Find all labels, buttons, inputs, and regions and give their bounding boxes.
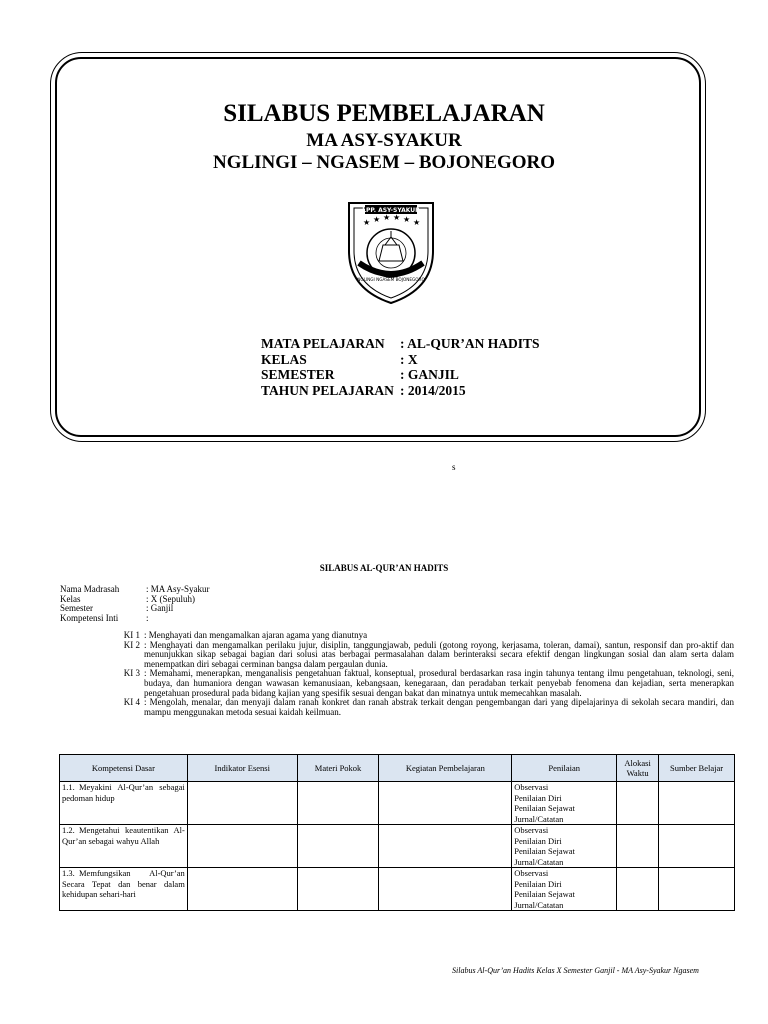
materi-cell: [297, 868, 379, 911]
meta-value: : AL-QUR’AN HADITS: [400, 336, 540, 351]
sumber-cell: [659, 782, 735, 825]
meta-value: : X: [400, 351, 418, 367]
penilaian-item: Jurnal/Catatan: [514, 856, 564, 867]
kegiatan-cell: [379, 868, 512, 911]
kd-number: 1.1.: [62, 782, 75, 792]
materi-cell: [297, 782, 379, 825]
info-key: Kompetensi Inti: [60, 612, 119, 623]
meta-key: KELAS: [261, 351, 307, 367]
info-row: [60, 614, 210, 624]
ki-key: KI 1: [123, 630, 140, 640]
col-header-indikator-esensi: Indikator Esensi: [187, 755, 297, 782]
penilaian-item: Observasi: [514, 868, 549, 878]
materi-cell: [297, 825, 379, 868]
kd-text: Mengetahui keautentikan Al-Qur’an sebagai wahyu Allah: [62, 825, 185, 846]
kd-number: 1.2.: [62, 825, 75, 835]
info-value: : X (Sepuluh): [146, 593, 195, 604]
ki-text: : Menghayati dan mengamalkan ajaran agama yang dianutnya: [144, 630, 368, 640]
info-value: :: [146, 612, 149, 623]
meta-value: : 2014/2015: [400, 382, 466, 398]
kd-number: 1.3.: [62, 868, 75, 878]
col-header-materi-pokok: Materi Pokok: [297, 755, 379, 782]
info-value: : Ganjil: [146, 603, 174, 614]
indikator-cell: [187, 825, 297, 868]
penilaian-item: Observasi: [514, 825, 549, 835]
ki-row: [60, 669, 734, 698]
col-header-sumber-belajar: Sumber Belajar: [659, 755, 735, 782]
penilaian-item: Penilaian Sejawat: [514, 846, 575, 856]
svg-text:★: ★: [383, 213, 391, 222]
meta-row: [261, 352, 540, 368]
penilaian-item: Observasi: [514, 782, 549, 792]
kegiatan-cell: [379, 782, 512, 825]
penilaian-item: Jurnal/Catatan: [514, 899, 564, 910]
ki-key: KI 4: [123, 697, 140, 708]
stray-mark: s: [452, 462, 456, 472]
col-header-penilaian: Penilaian: [512, 755, 617, 782]
meta-row: [261, 367, 540, 383]
sumber-cell: [659, 825, 735, 868]
info-value: : MA Asy-Syakur: [146, 584, 210, 594]
cover-title: SILABUS PEMBELAJARAN: [223, 100, 545, 127]
meta-key: SEMESTER: [261, 367, 335, 382]
ki-row: [60, 698, 734, 717]
cover-location: NGLINGI – NGASEM – BOJONEGORO: [212, 152, 556, 173]
penilaian-item: Jurnal/Catatan: [514, 813, 564, 824]
info-key: Semester: [60, 603, 93, 614]
svg-text:★: ★: [363, 218, 371, 227]
page-footer: Silabus Al-Qur’an Hadits Kelas X Semester Ganjil - MA Asy-Syakur Ngasem: [452, 966, 699, 975]
kompetensi-inti: [60, 631, 734, 717]
penilaian-item: Penilaian Diri: [514, 835, 562, 846]
logo-text-bottom: NGLINGI NGASEM BOJONEGORO: [357, 277, 425, 282]
col-header-alokasi-waktu: Alokasi Waktu: [617, 755, 659, 782]
alokasi-cell: [617, 868, 659, 911]
col-header-kompetensi-dasar: Kompetensi Dasar: [60, 755, 188, 782]
table-row: [60, 868, 735, 911]
ki-text: : Mengolah, menalar, dan menyaji dalam ranah konkret dan ranah abstrak terkait dengan pengembangan dari yang dipelajarinya di sekolah secara mandiri, dan mampu menggunakan metoda sesuai kaidah keilmuan.: [144, 697, 734, 717]
kd-cell: [60, 825, 188, 868]
penilaian-cell: [512, 868, 617, 911]
meta-row: [261, 383, 540, 399]
meta-row: [261, 336, 540, 352]
table-row: [60, 825, 735, 868]
meta-key: TAHUN PELAJARAN: [261, 382, 394, 398]
indikator-cell: [187, 868, 297, 911]
school-logo-icon: [341, 193, 441, 307]
kd-text: Meyakini Al-Qur’an sebagai pedoman hidup: [62, 782, 185, 803]
cover-meta: [261, 336, 540, 398]
penilaian-cell: [512, 782, 617, 825]
info-key: Kelas: [60, 593, 81, 604]
alokasi-cell: [617, 825, 659, 868]
info-key: Nama Madrasah: [60, 584, 120, 594]
svg-text:★: ★: [413, 218, 421, 227]
syllabus-title: SILABUS AL-QUR’AN HADITS: [319, 563, 449, 573]
ki-key: KI 3: [123, 668, 140, 679]
ki-text: : Menghayati dan mengamalkan perilaku jujur, disiplin, tanggungjawab, peduli (gotong royong, kerjasama, toleran, damai), santun, responsif dan pro-aktif dan menunjukkan sikap sebagai bagian dari solusi atas berbagai permasalahan dalam berinteraksi secara efektif dengan lingkungan sosial dan alam serta dalam menempatkan diri sebagai cerminan bangsa dalam pergaulan dunia.: [144, 639, 734, 669]
cover-school: MA ASY-SYAKUR: [306, 130, 462, 151]
indikator-cell: [187, 782, 297, 825]
logo-text-top: LPP. ASY-SYAKUR: [362, 207, 420, 214]
penilaian-cell: [512, 825, 617, 868]
kegiatan-cell: [379, 825, 512, 868]
syllabus-table: [59, 754, 735, 911]
syllabus-info: [60, 585, 210, 623]
sumber-cell: [659, 868, 735, 911]
penilaian-item: Penilaian Sejawat: [514, 803, 575, 813]
penilaian-item: Penilaian Sejawat: [514, 889, 575, 899]
kd-text: Memfungsikan Al-Qur’an Secara Tepat dan benar dalam kehidupan sehari-hari: [62, 868, 185, 899]
penilaian-item: Penilaian Diri: [514, 878, 562, 889]
ki-row: [60, 641, 734, 670]
meta-value: : GANJIL: [400, 367, 459, 382]
col-header-kegiatan-pembelajaran: Kegiatan Pembelajaran: [379, 755, 512, 782]
svg-text:★: ★: [403, 215, 411, 224]
svg-text:★: ★: [373, 215, 381, 224]
kd-cell: [60, 868, 188, 911]
alokasi-cell: [617, 782, 659, 825]
table-row: [60, 782, 735, 825]
kd-cell: [60, 782, 188, 825]
meta-key: MATA PELAJARAN: [261, 336, 385, 351]
ki-key: KI 2: [123, 639, 140, 650]
penilaian-item: Penilaian Diri: [514, 792, 562, 803]
svg-text:★: ★: [393, 213, 401, 222]
table-header-row: [60, 755, 735, 782]
ki-text: : Memahami, menerapkan, menganalisis pengetahuan faktual, konseptual, prosedural berdasarkan rasa ingin tahunya tentang ilmu pengetahuan, teknologi, seni, budaya, dan humaniora dengan wawasan kemanusiaan, kebangsaan, kenegaraan, dan peradaban terkait penyebab fenomena dan kejadian, serta menerapkan pengetahuan prosedural pada bidang kajian yang spesifik sesuai dengan bakat dan minatnya untuk memecahkan masalah.: [144, 668, 734, 698]
